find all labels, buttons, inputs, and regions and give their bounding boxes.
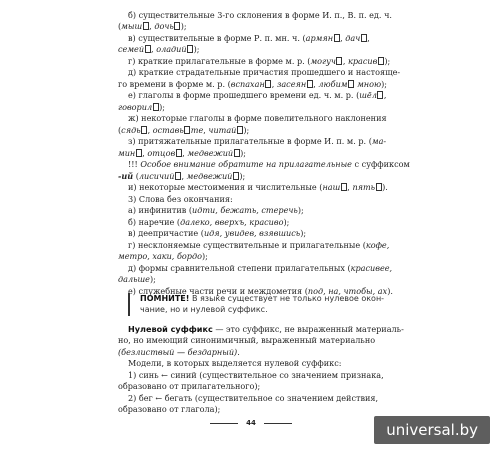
text-line: семей , оладий ); — [118, 44, 200, 54]
text-line: а) инфинитив (идти, бежать, стеречь); — [128, 205, 304, 215]
text-line: -ий (лисичий , медвежий ); — [118, 171, 246, 181]
text-line: б) существительные 3-го склонения в форме И. п., В. п. ед. ч. — [128, 10, 392, 20]
text-line: д) формы сравнительной степени прилагательных (красивее, — [128, 263, 393, 273]
section-line: Нулевой суффикс — это суффикс, не выраженный материаль- — [128, 324, 404, 334]
section-line: образовано от прилагательного); — [118, 381, 261, 391]
section-heading: Нулевой суффикс — [128, 324, 213, 334]
callout-label: ПОМНИТЕ! — [140, 294, 190, 303]
text-line: говорил ); — [118, 102, 165, 112]
section-line: 1) синь ← синий (существительное со значением признака, — [128, 370, 384, 380]
ending-box — [136, 149, 142, 157]
footer-rule — [264, 423, 292, 424]
text-line: метро, хаки, бордо); — [118, 251, 208, 261]
ending-box — [141, 126, 147, 134]
remember-callout — [128, 293, 390, 316]
ending-box — [184, 126, 190, 134]
ending-box — [376, 183, 382, 191]
ending-box — [234, 149, 240, 157]
textbook-page — [118, 0, 410, 450]
ending-box — [175, 172, 181, 180]
section-line: (безлиствый — бездарный). — [118, 347, 240, 357]
page-footer — [118, 418, 384, 429]
text-line: дальше); — [118, 274, 156, 284]
callout-text: В языке существует не только нулевое окон- — [189, 294, 385, 303]
text-line: го времени в форме м. р. (вспахан , засеян , любим мною); — [118, 79, 388, 89]
text-line: е) глаголы в форме прошедшего времени ед. ч. м. р. (шёл , — [128, 90, 387, 100]
footer-rule — [210, 423, 238, 424]
section-line: 2) бег ← бегать (существительное со значением действия, — [128, 393, 379, 403]
text-line: ж) некоторые глаголы в форме повелительного наклонения — [128, 113, 387, 123]
text-line: г) краткие прилагательные в форме м. р. (могуч , красив ); — [128, 56, 391, 66]
page-number: 44 — [246, 419, 256, 427]
ending-box — [143, 22, 149, 30]
ending-box — [265, 80, 271, 88]
ending-box — [187, 45, 193, 53]
text-line: е) служебные части речи и междометия (под, на, чтобы, ах). — [128, 286, 393, 296]
text-line: и) некоторые местоимения и числительные (наш , пять ). — [128, 182, 388, 192]
text-line: в) существительные в форме Р. п. мн. ч. (армян , дач , — [128, 33, 370, 43]
watermark: universal.by — [374, 416, 490, 444]
text-line: 3) Слова без окончания: — [128, 194, 233, 204]
ending-box — [336, 57, 342, 65]
section-line: образовано от глагола); — [118, 404, 221, 414]
text-line: з) притяжательные прилагательные в форме И. п. м. р. (ма- — [128, 136, 387, 146]
text-line: б) наречие (далеко, вверхъ, красиво); — [128, 217, 290, 227]
ending-box — [348, 80, 354, 88]
ending-box — [153, 103, 159, 111]
ending-box — [237, 126, 243, 134]
text-line: в) деепричастие (идя, увидев, взявшись); — [128, 228, 307, 238]
text-line: г) несклоняемые существительные и прилагательные (кофе, — [128, 240, 390, 250]
ending-box — [361, 34, 367, 42]
text-line: (сядь , оставь те, читай ); — [118, 125, 250, 135]
ending-box — [378, 57, 384, 65]
text-line: (мыш , дочь ); — [118, 21, 187, 31]
section-line: но, но имеющий синонимичный, выраженный материально — [118, 335, 376, 345]
ending-box — [145, 45, 151, 53]
callout-text: чание, но и нулевой суффикс. — [140, 305, 268, 315]
text-line: мин , отцов , медвежий ); — [118, 148, 247, 158]
ending-box — [334, 34, 340, 42]
section-line: Модели, в которых выделяется нулевой суффикс: — [128, 358, 342, 368]
ending-box — [341, 183, 347, 191]
text-line: д) краткие страдательные причастия прошедшего и настояще- — [128, 67, 401, 77]
ending-box — [307, 80, 313, 88]
ending-box — [377, 91, 383, 99]
ending-box — [233, 172, 239, 180]
ending-box — [174, 22, 180, 30]
ending-box — [176, 149, 182, 157]
text-line: !!! Особое внимание обратите на прилагательные с суффиксом — [128, 159, 410, 169]
